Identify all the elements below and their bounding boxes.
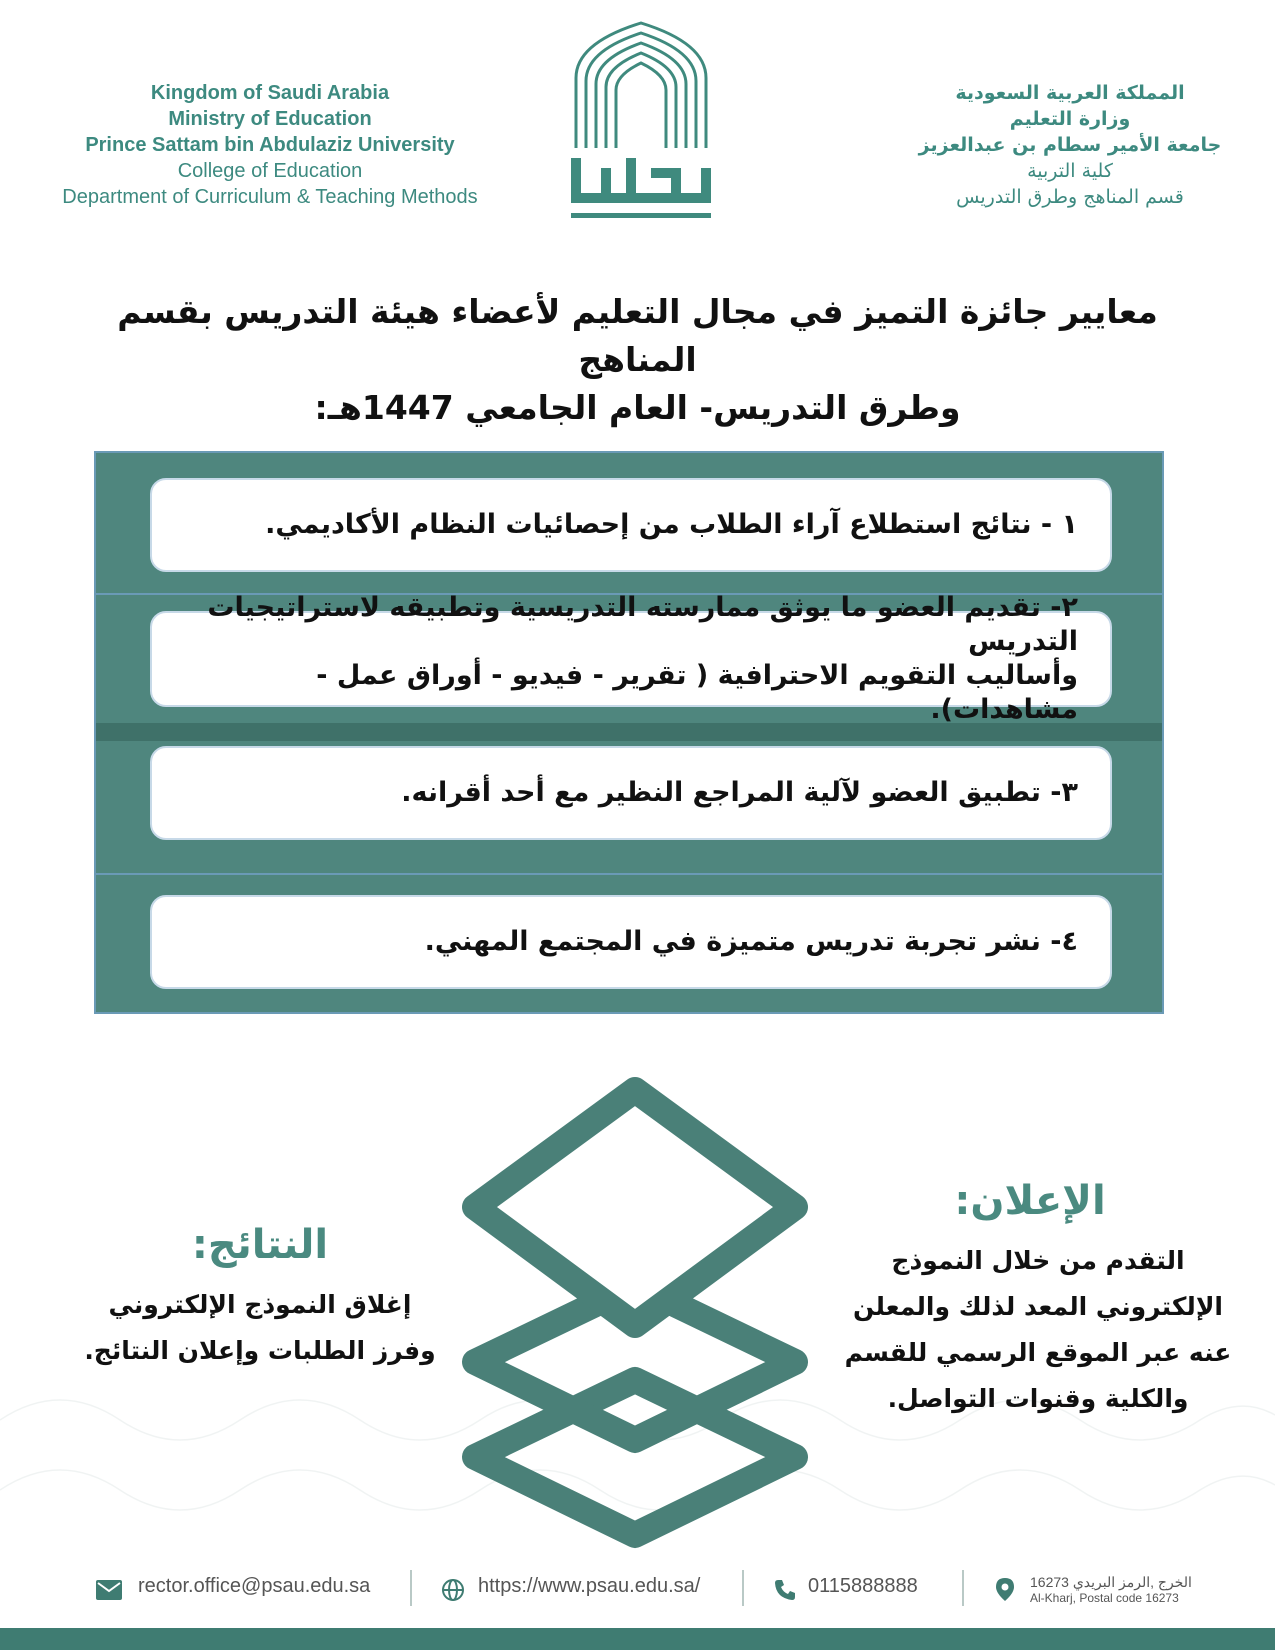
footer-separator (410, 1570, 412, 1606)
criterion-text-2b: وأساليب التقويم الاحترافية ( تقرير - فيديو - أوراق عمل - مشاهدات). (316, 660, 1078, 725)
criterion-text-1: ١ - نتائج استطلاع آراء الطلاب من إحصائيات النظام الأكاديمي. (265, 509, 1078, 540)
footer-separator (962, 1570, 964, 1606)
footer-separator (742, 1570, 744, 1606)
globe-icon (441, 1578, 465, 1602)
email-link[interactable]: rector.office@psau.edu.sa (138, 1575, 371, 1597)
results-line: وفرز الطلبات وإعلان النتائج. (84, 1336, 436, 1365)
university-arch-logo (566, 18, 716, 223)
criterion-card-4 (150, 895, 1112, 989)
phone-number: 0115888888 (808, 1575, 918, 1597)
college-name-ar: كلية التربية (1027, 160, 1113, 182)
university-name-ar: جامعة الأمير سطام بن عبدالعزيز (918, 134, 1222, 156)
bottom-accent-bar (0, 1628, 1275, 1650)
criterion-card-1 (150, 478, 1112, 572)
stacked-layers-icon (440, 1070, 830, 1550)
address-english: Al-Kharj, Postal code 16273 (1030, 1591, 1179, 1605)
announcement-line: التقدم من خلال النموذج (891, 1246, 1185, 1275)
email-icon (96, 1580, 122, 1600)
department-name-ar: قسم المناهج وطرق التدريس (956, 186, 1184, 208)
criterion-text-2a: ٢- تقديم العضو ما يوثق ممارسته التدريسية وتطبيقه لاستراتيجيات التدريس (207, 592, 1078, 657)
phone-icon (774, 1579, 796, 1601)
header-english-block (40, 80, 500, 210)
announcement-line: عنه عبر الموقع الرسمي للقسم (844, 1338, 1232, 1367)
title-line-2: وطرق التدريس- العام الجامعي 1447هـ: (314, 388, 961, 427)
announcement-line: الإلكتروني المعد لذلك والمعلن (852, 1292, 1224, 1321)
department-name-en: Department of Curriculum & Teaching Methods (62, 186, 478, 208)
ministry-name-en: Ministry of Education (168, 108, 372, 130)
college-name-en: College of Education (177, 160, 363, 182)
country-name-ar: المملكة العربية السعودية (955, 82, 1185, 104)
criterion-card-3 (150, 746, 1112, 840)
university-name-en: Prince Sattam bin Abdulaziz University (85, 134, 455, 156)
address-arabic: الخرج ,الرمز البريدي 16273 (1030, 1574, 1192, 1590)
criteria-panel (94, 451, 1164, 1014)
criterion-card-2 (150, 592, 1112, 725)
website-link[interactable]: https://www.psau.edu.sa/ (478, 1575, 701, 1597)
criterion-text-3: ٣- تطبيق العضو لآلية المراجع النظير مع أحد أقرانه. (401, 777, 1078, 808)
panel-divider (96, 873, 1162, 875)
announcement-title: الإعلان: (954, 1178, 1106, 1224)
results-line: إغلاق النموذج الإلكتروني (108, 1290, 412, 1319)
results-title: النتائج: (191, 1222, 329, 1268)
country-name-en: Kingdom of Saudi Arabia (150, 82, 390, 104)
title-line-1: معايير جائزة التميز في مجال التعليم لأعضاء هيئة التدريس بقسم المناهج (117, 292, 1158, 379)
page-title (100, 288, 1175, 432)
results-text (80, 1282, 440, 1374)
announcement-line: والكلية وقنوات التواصل. (887, 1384, 1189, 1413)
criterion-text-4: ٤- نشر تجربة تدريس متميزة في المجتمع المهني. (424, 926, 1078, 957)
address-block (1030, 1574, 1230, 1605)
header-arabic-block (900, 80, 1240, 210)
announcement-text (838, 1238, 1238, 1422)
location-pin-icon (994, 1577, 1016, 1603)
ministry-name-ar: وزارة التعليم (1009, 108, 1131, 130)
